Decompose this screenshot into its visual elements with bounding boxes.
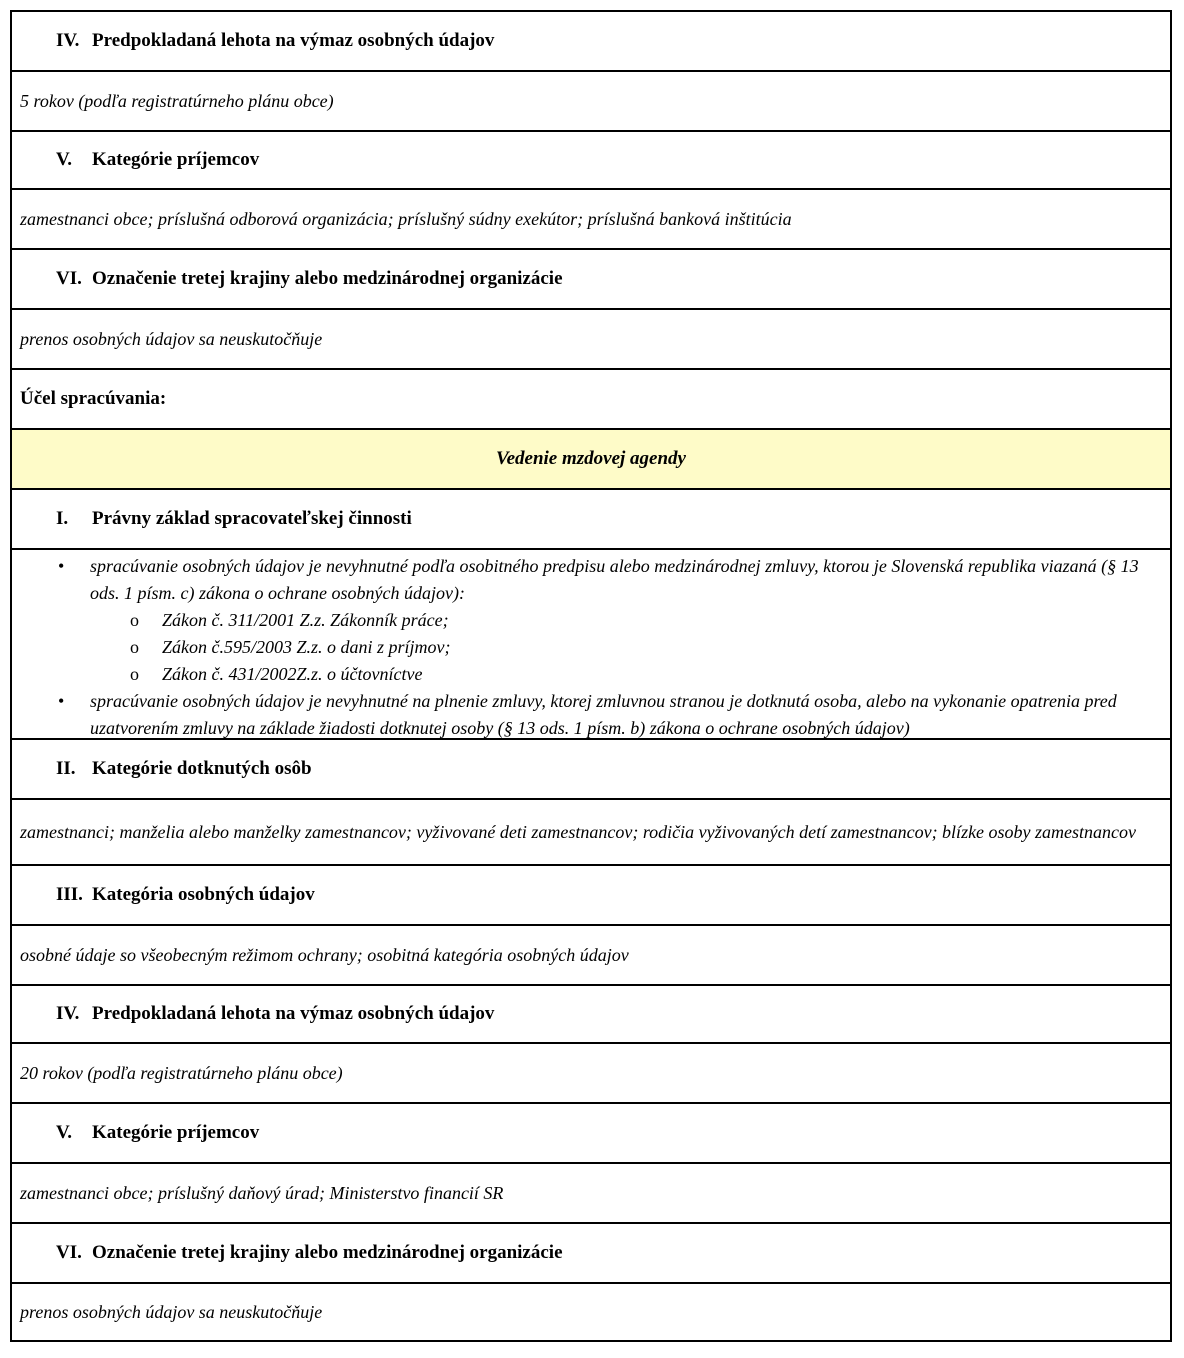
section-heading-recipients	[12, 1104, 1170, 1164]
circle-bullet-icon: o	[130, 637, 139, 657]
sub-list-item	[12, 661, 1152, 688]
section-number: III.	[56, 884, 83, 905]
purpose-label: Účel spracúvania:	[12, 370, 1170, 430]
section-title: Kategórie príjemcov	[92, 149, 260, 170]
section-heading-third-country	[12, 250, 1170, 310]
section-number: V.	[56, 149, 73, 170]
section-heading-data-category	[12, 866, 1170, 926]
section-heading-legal-basis	[12, 490, 1170, 550]
section-title: Kategórie dotknutých osôb	[92, 758, 312, 779]
recipients-value: zamestnanci obce; príslušná odborová organizácia; príslušný súdny exekútor; príslušná banková inštitúcia	[12, 190, 1170, 250]
list-item	[12, 553, 1152, 607]
bullet-icon: •	[58, 691, 65, 711]
section-heading-third-country	[12, 1224, 1170, 1284]
section-number: IV.	[56, 30, 80, 51]
section-title: Právny základ spracovateľskej činnosti	[92, 508, 412, 529]
section-title: Označenie tretej krajiny alebo medzinárodnej organizácie	[92, 1242, 563, 1263]
section-heading-recipients	[12, 132, 1170, 190]
sub-list-item	[12, 607, 1152, 634]
section-number: IV.	[56, 1003, 80, 1024]
section-heading-deletion-period	[12, 986, 1170, 1044]
section-heading-deletion-period	[12, 12, 1170, 72]
section-number: II.	[56, 758, 76, 779]
legal-basis-list	[12, 550, 1170, 740]
third-country-value: prenos osobných údajov sa neuskutočňuje	[12, 310, 1170, 370]
deletion-period-value: 5 rokov (podľa registratúrneho plánu obce)	[12, 72, 1170, 132]
circle-bullet-icon: o	[130, 664, 139, 684]
recipients-value: zamestnanci obce; príslušný daňový úrad; Ministerstvo financií SR	[12, 1164, 1170, 1224]
sub-list-item-text: Zákon č. 431/2002Z.z. o účtovníctve	[162, 664, 423, 684]
section-title: Označenie tretej krajiny alebo medzinárodnej organizácie	[92, 268, 563, 289]
section-number: VI.	[56, 1242, 82, 1263]
list-item-text: spracúvanie osobných údajov je nevyhnutné podľa osobitného predpisu alebo medzinárodnej zmluvy, ktorou je Slovenská republika viazaná (§ 13 ods. 1 písm. c) zákona o ochrane osobných údajov):	[90, 556, 1139, 603]
bullet-icon: •	[58, 556, 65, 576]
section-title: Predpokladaná lehota na výmaz osobných údajov	[92, 30, 495, 51]
sub-list-item-text: Zákon č.595/2003 Z.z. o dani z príjmov;	[162, 637, 451, 657]
section-number: I.	[56, 508, 69, 529]
section-number: VI.	[56, 268, 82, 289]
section-title: Kategória osobných údajov	[92, 884, 315, 905]
sub-list-item-text: Zákon č. 311/2001 Z.z. Zákonník práce;	[162, 610, 449, 630]
sub-list-item	[12, 634, 1152, 661]
list-item	[12, 688, 1152, 742]
section-heading-data-subjects	[12, 740, 1170, 800]
purpose-title: Vedenie mzdovej agendy	[12, 430, 1170, 490]
list-item-text: spracúvanie osobných údajov je nevyhnutné na plnenie zmluvy, ktorej zmluvnou stranou je dotknutá osoba, alebo na vykonanie opatrenia pred uzatvorením zmluvy na základe žiadosti dotknutej osoby (§ 13 ods. 1 písm. b) zákona o ochrane osobných údajov)	[90, 691, 1117, 738]
third-country-value: prenos osobných údajov sa neuskutočňuje	[20, 1301, 323, 1322]
circle-bullet-icon: o	[130, 610, 139, 630]
section-title: Kategórie príjemcov	[92, 1122, 260, 1143]
data-category-value: osobné údaje so všeobecným režimom ochrany; osobitná kategória osobných údajov	[12, 926, 1170, 986]
data-subjects-value: zamestnanci; manželia alebo manželky zamestnancov; vyživované deti zamestnancov; rodičia vyživovaných detí zamestnancov; blízke osoby zamestnancov	[12, 800, 1170, 866]
processing-record-table	[10, 10, 1172, 1342]
section-title: Predpokladaná lehota na výmaz osobných údajov	[92, 1003, 495, 1024]
deletion-period-value: 20 rokov (podľa registratúrneho plánu obce)	[12, 1044, 1170, 1104]
section-number: V.	[56, 1122, 73, 1143]
